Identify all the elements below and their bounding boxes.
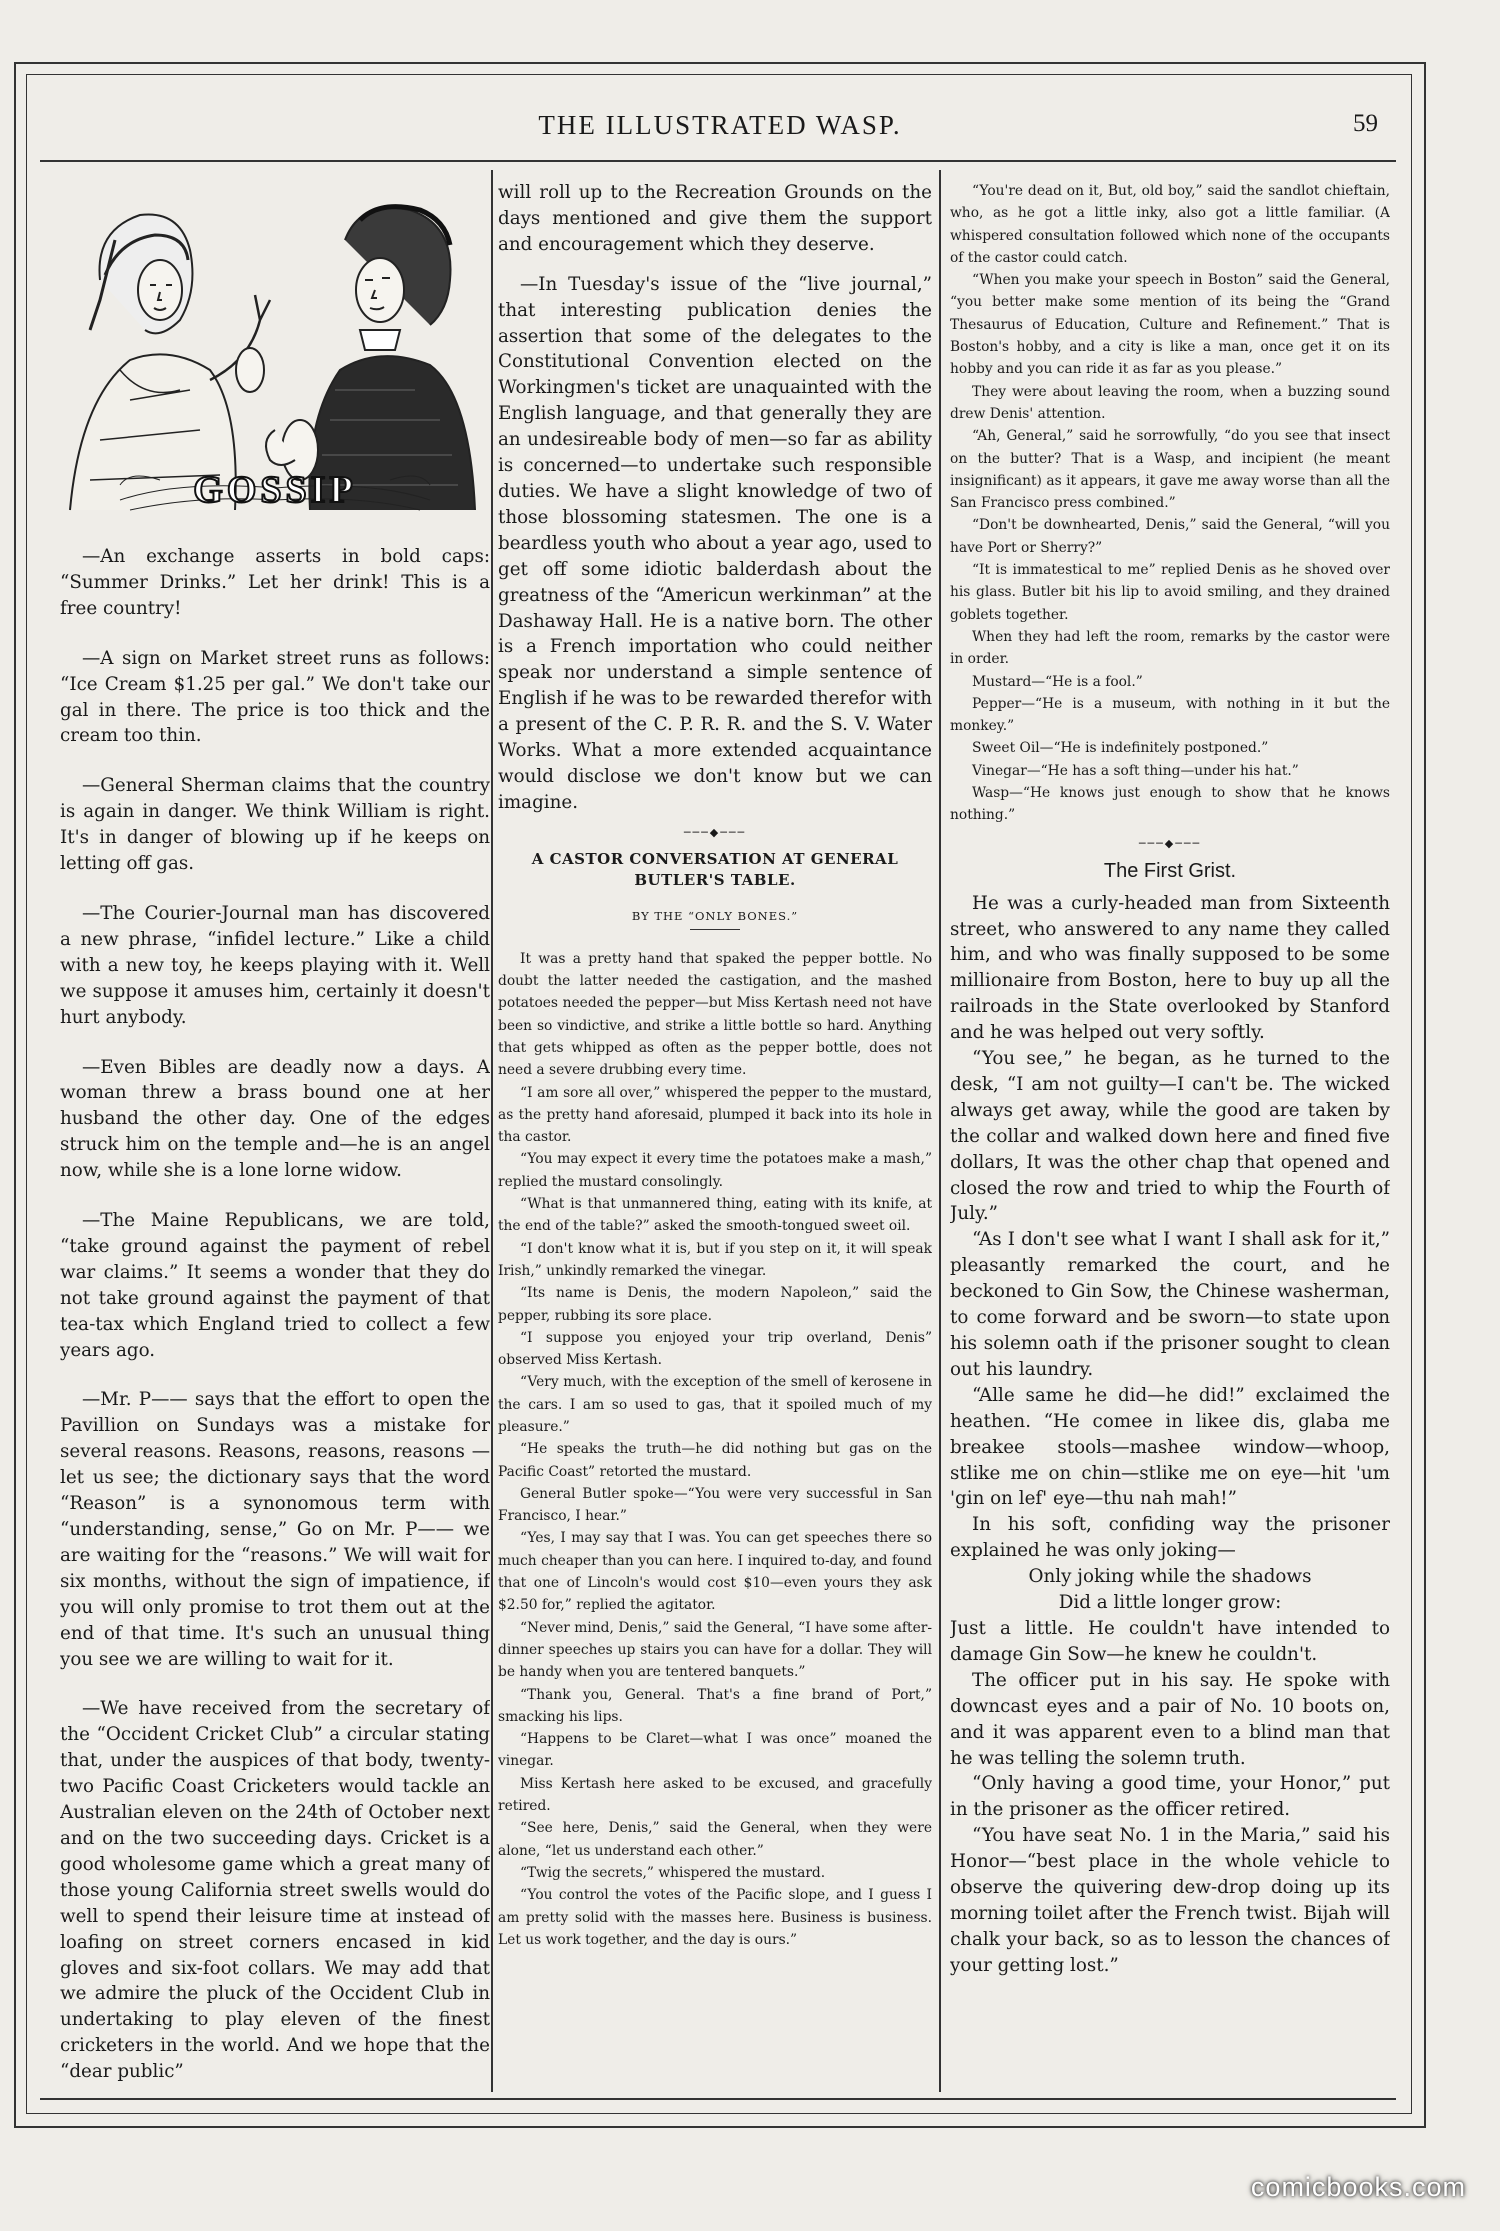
byline-rule [690,929,740,930]
gossip-caption: GOSSIP [193,469,357,511]
article-paragraph: They were about leaving the room, when a buzzing sound drew Denis' attention. [950,383,1390,422]
column-2 [498,180,932,2100]
article-paragraph: “Thank you, General. That's a fine brand of Port,” smacking his lips. [498,1686,932,1725]
grist-paragraph: He was a curly-headed man from Sixteenth street, who answered to any name they called him, and who was finally supposed to be some millionaire from Boston, here to buy up all the railroads in the State overlooked by Stanford and he was helped out very softly. [950,892,1390,1044]
grist-paragraph: Just a little. He couldn't have intended to damage Gin Sow—he knew he couldn't. [950,1617,1390,1665]
verse-line: Only joking while the shadows [1028,1566,1312,1588]
column-1 [60,180,490,2100]
column-3 [950,180,1390,2100]
article-paragraph: Vinegar—“He has a soft thing—under his hat.” [972,762,1299,779]
section-title: The First Grist. [1103,859,1237,882]
article-paragraph: When they had left the room, remarks by the castor were in order. [950,628,1390,668]
article-paragraph: “He speaks the truth—he did nothing but gas on the Pacific Coast” retorted the mustard. [498,1441,932,1480]
article-paragraph: “I am sore all over,” whispered the pepper to the mustard, as the pretty hand aforesaid, plumped it back into its hole in tha castor. [498,1084,932,1146]
article-paragraph: “See here, Denis,” said the General, when they were alone, “let us understand each other.” [498,1820,932,1859]
article-paragraph: It was a pretty hand that spaked the pepper bottle. No doubt the latter needed the castigation, and the mashed potatoes needed the pepper—but Miss Kertash need not have been so vindictive, and strike a little bottle so hard. Anything that gets whipped as often as the pepper bottle, does not need a severe drubbing every time. [498,950,932,1079]
article-byline: BY THE “ONLY BONES.” [631,908,799,923]
section-ornament: ───◆─── [683,825,747,839]
grist-paragraph: The officer put in his say. He spoke with downcast eyes and a pair of No. 10 boots on, and it was apparent even to a blind man that he was telling the solemn truth. [950,1669,1390,1769]
grist-paragraph: “You have seat No. 1 in the Maria,” said his Honor—“best place in the whole vehicle to observe the quivering dew-drop doing up its morning toilet after the French twist. Bijah will chalk your back, so as to lesson the chances of your getting lost.” [950,1825,1390,1976]
grist-paragraph: In his soft, confiding way the prisoner explained he was only joking— [950,1514,1390,1562]
left-woman-figure [70,214,270,510]
article-paragraph: Miss Kertash here asked to be excused, and gracefully retired. [498,1775,932,1815]
page-number: 59 [1353,110,1378,137]
right-woman-figure [266,207,475,510]
col1-paragraph: —An exchange asserts in bold caps: “Summer Drinks.” Let her drink! This is a free country! [60,546,490,619]
grist-paragraph: “Alle same he did—he did!” exclaimed the heathen. “He comee in likee dis, glaba me breakee stools—mashee window—whoop, stlike me on chin—stlike me on eye—hit 'um 'gin on lef' eye—thu nah mah!” [950,1384,1390,1510]
section-ornament: ───◆─── [1138,836,1202,850]
grist-paragraph: “As I don't see what I want I shall ask for it,” pleasantly remarked the court, and he beckoned to Gin Sow, the Chinese washerman, to come forward and be sworn—to state upon his solemn oath if the prisoner sought to clean out his laundry. [950,1229,1390,1380]
article-paragraph: “You're dead on it, But, old boy,” said the sandlot chieftain, who, as he got a little inky, also got a little familiar. (A whispered consultation followed which none of the occupants of the castor could catch. [950,183,1390,266]
col1-paragraph: —General Sherman claims that the country is again in danger. We think William is right. It's in danger of blowing up if he keeps on letting off gas. [60,775,490,875]
column-rule-2 [939,170,941,2092]
article-paragraph: “Ah, General,” said he sorrowfully, “do you see that insect on the butter? That is a Wasp, and incipient (he meant insignificant) as it appears, it gave me away worse than all the San Francisco press combined.” [950,428,1390,512]
article-paragraph: “It is immatestical to me” replied Denis as he shoved over his glass. Butler bit his lip to avoid smiling, and they drained goblets together. [950,562,1390,623]
article-paragraph: Mustard—“He is a fool.” [972,673,1143,690]
article-paragraph: “You may expect it every time the potatoes make a mash,” replied the mustard consolingly. [498,1151,932,1190]
article-paragraph: “Yes, I may say that I was. You can get speeches there so much cheaper than you can here. I inquired to-day, and found that one of Lincoln's would cost $10—even yours they ask $2.50 for,” replied the agitator. [498,1530,932,1614]
grist-paragraph: “You see,” he began, as he turned to the desk, “I am not guilty—I can't be. The wicked always get away, while the good are taken by the collar and walked down here and fined five dollars, It was the other chap that opened and closed the row and tried to whip the Fourth of July.” [950,1048,1390,1225]
article-paragraph: “Don't be downhearted, Denis,” said the General, “will you have Port or Sherry?” [950,517,1390,556]
article-paragraph: “Never mind, Denis,” said the General, “I have some after-dinner speeches up stairs you can have for a dollar. They will be handy when you are tentered banquets.” [498,1619,932,1681]
article-paragraph: Wasp—“He knows just enough to show that he knows nothing.” [950,785,1390,824]
article-paragraph: “Twig the secrets,” whispered the mustard. [520,1864,826,1881]
site-watermark: comicbooks.com [1250,2172,1466,2202]
castor-article-body [498,948,932,1951]
col1-paragraph: —Even Bibles are deadly now a days. A woman threw a brass bound one at her husband the other day. One of the edges struck him on the temple and—he is an angel now, while she is a lone lorne widow. [60,1056,490,1182]
article-paragraph: “Very much, with the exception of the smell of kerosene in the cars. I am so used to gas, that it spoiled much of my pleasure.” [498,1374,932,1435]
col1-paragraph: —A sign on Market street runs as follows: “Ice Cream $1.25 per gal.” We don't take our gal in there. The price is too thick and the cream too thin. [60,647,490,747]
article-title: A CASTOR CONVERSATION AT GENERAL BUTLER'S TABLE. [531,849,899,889]
col2-paragraph: will roll up to the Recreation Grounds on the days mentioned and give them the support and encouragement which they deserve. [498,182,932,255]
article-paragraph: “I suppose you enjoyed your trip overland, Denis” observed Miss Kertash. [498,1329,932,1369]
article-paragraph: Sweet Oil—“He is indefinitely postponed.” [972,740,1269,757]
article-paragraph: “Happens to be Claret—what I was once” moaned the vinegar. [498,1731,932,1770]
column-rule-1 [491,170,493,2092]
first-grist-body [950,891,1390,1979]
col2-paragraph: —In Tuesday's issue of the “live journal,” that interesting publication denies the assertion that some of the delegates to the Constitutional Convention elected on the Workingmen's ticket are unaquainted with the English language, and that generally they are an undesireable body of men—so far as ability is concerned—to undertake such responsible duties. We have a slight knowledge of two of those blossoming statesmen. The one is a beardless youth who about a year ago, used to get off some idiotic balderdash about the greatness of the “Americun werkinman” at the Dashaway Hall. He is a native born. The other is a French importation who could neither speak nor understand a simple sentence of English if he was to be rewarded therefor with a present of the C. P. R. R. and the S. V. Water Works. What a more extended acquaintance would disclose we don't know but we can imagine. [498,273,932,813]
col1-paragraph: —The Courier-Journal man has discovered a new phrase, “infidel lecture.” Like a child with a new toy, he keeps playing with it. Well we suppose it amuses him, certainly it doesn't hurt anybody. [60,902,490,1028]
running-head [0,110,1440,150]
article-paragraph: Pepper—“He is a museum, with nothing in it but the monkey.” [950,695,1390,735]
publication-title: THE ILLUSTRATED WASP. [538,110,902,140]
article-paragraph: “Its name is Denis, the modern Napoleon,” said the pepper, rubbing its sore place. [498,1285,932,1324]
col1-paragraph: —We have received from the secretary of the “Occident Cricket Club” a circular stating that, under the auspices of that body, twenty-two Pacific Coast Cricketers would tackle an Australian eleven on the 24th of October next and on the two succeeding days. Cricket is a good wholesome game which a great many of those young California street swells would do well to spend their leisure time at instead of loafing on street corners encased in kid gloves and six-foot collars. We may add that we admire the pluck of the Occident Club in undertaking to play eleven of the finest cricketers in the world. And we hope that the “dear public” [60,1698,490,2083]
article-paragraph: “When you make your speech in Boston” said the General, “you better make some mention of its being the “Grand Thesaurus of Education, Culture and Refinement.” That is Boston's hobby, and a city is like a man, once get it on its hobby and you can ride it as far as you please.” [950,272,1390,378]
col1-paragraph: —Mr. P—— says that the effort to open the Pavillion on Sundays was a mistake for several reasons. Reasons, reasons, reasons —let us see; the dictionary says that the word “Reason” is a synonomous term with “understanding, sense,” Go on Mr. P—— we are waiting for the “reasons.” We will wait for six months, without the sign of impatience, if you will only promise to trot them out at the end of that time. It's such an unusual thing you see we are willing to wait for it. [60,1389,490,1670]
col1-paragraphs [60,544,490,2085]
article-paragraph: “What is that unmannered thing, eating with its knife, at the end of the table?” asked the smooth-tongued sweet oil. [498,1196,932,1235]
verse-line: Did a little longer grow: [1058,1592,1282,1614]
header-rule [40,160,1396,162]
article-paragraph: General Butler spoke—“You were very successful in San Francisco, I hear.” [498,1485,932,1525]
castor-article-continued [950,180,1390,827]
col1-paragraph: —The Maine Republicans, we are told, “take ground against the payment of rebel war claims.” It seems a wonder that they do not take ground against the payment of that tea-tax which England tried to collect a few years ago. [60,1210,490,1361]
article-paragraph: “I don't know what it is, but if you step on it, it will speak Irish,” unkindly remarked the vinegar. [498,1240,932,1279]
grist-paragraph: “Only having a good time, your Honor,” put in the prisoner as the officer retired. [950,1773,1390,1821]
article-paragraph: “You control the votes of the Pacific slope, and I guess I am pretty solid with the masses here. Business is business. Let us work together, and the day is ours.” [498,1887,932,1948]
gossip-illustration [60,180,490,530]
